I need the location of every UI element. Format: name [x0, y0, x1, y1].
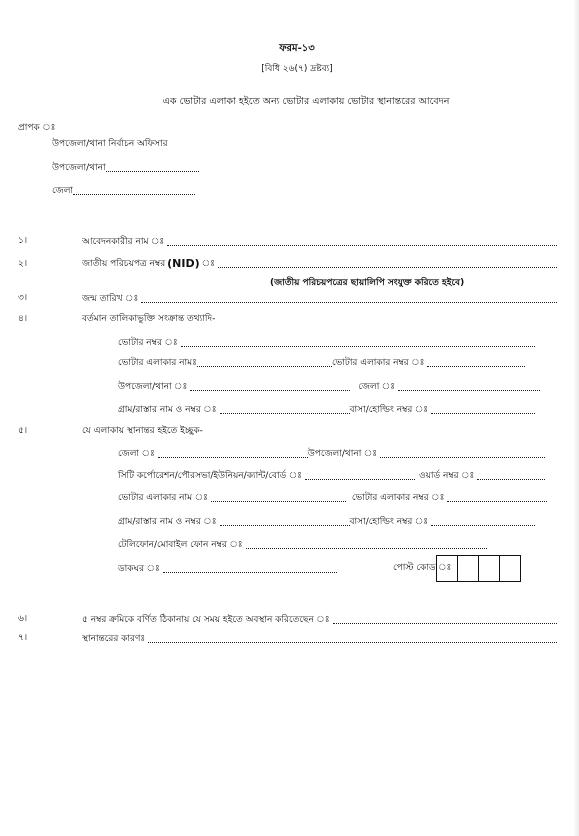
recipient-upazila-row [52, 160, 202, 175]
target-voter-area-number-label: ভোটার এলাকার নম্বর ঃ [351, 493, 445, 503]
current-voter-number-field [181, 346, 535, 347]
applicant-name-field [167, 245, 557, 246]
post-code-box [499, 555, 521, 582]
current-house-holding-label: বাসা/হোল্ডিং নম্বর ঃ [349, 405, 429, 415]
current-enrollment-heading: বর্তমান তালিকাভুক্তি সংক্রান্ত তথ্যাদি- [82, 314, 216, 324]
target-phone-field [246, 548, 487, 549]
birth-date-label: জন্ম তারিখ ঃ [82, 294, 139, 304]
current-house-holding-field [431, 413, 535, 414]
target-post-office-field [163, 572, 337, 573]
nid-label: জাতীয় পরিচয়পত্র নম্বর [82, 259, 166, 269]
current-voter-area-name-label: ভোটার এলাকার নামঃ [118, 358, 197, 368]
target-area-heading: যে এলাকায় স্থানান্তর হইতে ইচ্ছুক- [82, 426, 203, 436]
current-upazila-field [190, 390, 350, 391]
target-upazila-field [380, 457, 545, 458]
target-village-road-label: গ্রাম/রাস্তার নাম ও নম্বর ঃ [118, 517, 217, 527]
residence-since-label: ৫ নম্বর ক্রমিকে বর্ণিত ঠিকানায় যে সময় হইতে অবস্থান করিতেছেন ঃ [82, 615, 330, 625]
item-3-number: ৩। [18, 293, 28, 303]
current-voter-number-row [118, 335, 538, 350]
item-2-row [82, 256, 560, 271]
target-voter-area-row [118, 490, 550, 505]
recipient-label: প্রাপক ঃ [18, 123, 56, 133]
target-post-office-label: ডাকঘর ঃ [118, 564, 160, 574]
target-voter-area-name-field [211, 501, 346, 502]
item-4-number: ৪। [18, 314, 28, 324]
current-address-row [118, 402, 538, 417]
applicant-name-label: আবেদনকারীর নাম ঃ [82, 237, 165, 247]
target-ward-number-field [477, 479, 545, 480]
birth-date-field [141, 302, 557, 303]
target-house-holding-label: বাসা/হোল্ডিং নম্বর ঃ [349, 517, 429, 527]
current-village-road-field [220, 413, 350, 414]
target-local-body-label: সিটি কর্পোরেশন/পৌরসভা/ইউনিয়ন/ক্যান্ট/বোর্ড ঃ [118, 471, 302, 481]
current-voter-area-name-field [197, 366, 332, 367]
target-phone-label: টেলিফোন/মোবাইল ফোন নম্বর ঃ [118, 540, 243, 550]
form-number: ফরম-১৩ [279, 43, 315, 54]
recipient-upazila-field [106, 171, 199, 172]
target-upazila-label: উপজেলা/থানা ঃ [307, 449, 378, 459]
item-6-row [82, 612, 560, 627]
current-upazila-label: উপজেলা/থানা ঃ [118, 382, 188, 392]
target-village-road-field [220, 525, 350, 526]
item-1-row [82, 234, 560, 249]
transfer-reason-label: স্থানান্তরের কারণঃ [82, 634, 146, 644]
nid-abbreviation: (NID) [167, 257, 200, 270]
current-voter-area-number-label: ভোটার এলাকার নম্বর ঃ [331, 358, 425, 368]
form-title: এক ভোটার এলাকা হইতে অন্য ভোটার এলাকায় ভোটার স্থানান্তরের আবেদন [162, 96, 450, 107]
recipient-upazila-label: উপজেলা/থানা [52, 163, 106, 173]
target-district-field [158, 457, 308, 458]
current-voter-area-row [118, 355, 528, 370]
target-post-code-label: পোস্ট কোড ঃ [393, 563, 452, 573]
residence-since-field [333, 623, 557, 624]
current-voter-area-number-field [427, 366, 525, 367]
target-district-label: জেলা ঃ [118, 449, 155, 459]
post-code-box [478, 555, 500, 582]
post-code-box [436, 555, 458, 582]
target-local-body-field [305, 479, 415, 480]
recipient-district-label: জেলা [52, 186, 74, 196]
recipient-district-row [52, 183, 198, 198]
post-code-box [457, 555, 479, 582]
recipient-district-field [73, 194, 195, 195]
post-code-boxes [437, 555, 521, 582]
target-ward-number-label: ওয়ার্ড নম্বর ঃ [418, 471, 475, 481]
target-voter-area-number-field [447, 501, 547, 502]
target-phone-row [118, 537, 490, 552]
nid-field [218, 267, 557, 268]
target-address-row [118, 514, 538, 529]
nid-copy-note: (জাতীয় পরিচয়পত্রের ছায়ালিপি সংযুক্ত করিতে হইবে) [270, 278, 465, 288]
item-3-row [82, 291, 560, 306]
item-1-number: ১। [18, 236, 28, 246]
target-district-upazila-row [118, 446, 548, 461]
current-voter-number-label: ভোটার নম্বর ঃ [118, 338, 178, 348]
item-7-number: ৭। [18, 633, 28, 643]
recipient-officer: উপজেলা/থানা নির্বাচন অফিসার [52, 139, 168, 149]
item-6-number: ৬। [18, 614, 28, 624]
item-5-number: ৫। [18, 426, 28, 436]
current-village-road-label: গ্রাম/রাস্তার নাম ও নম্বর ঃ [118, 405, 217, 415]
current-district-label: জেলা ঃ [358, 382, 396, 392]
transfer-reason-field [148, 642, 557, 643]
current-district-field [398, 390, 540, 391]
nid-colon: ঃ [201, 259, 215, 269]
rule-reference: [বিধি ২৬(৭) দ্রষ্টব্য] [261, 64, 333, 74]
target-local-body-row [118, 468, 548, 483]
item-2-number: ২। [18, 259, 28, 269]
item-7-row [82, 631, 560, 646]
target-voter-area-name-label: ভোটার এলাকার নাম ঃ [118, 493, 208, 503]
scan-edge-shadow [573, 0, 579, 836]
target-post-office-row [118, 561, 340, 576]
current-upazila-district-row [118, 379, 543, 394]
target-house-holding-field [431, 525, 535, 526]
